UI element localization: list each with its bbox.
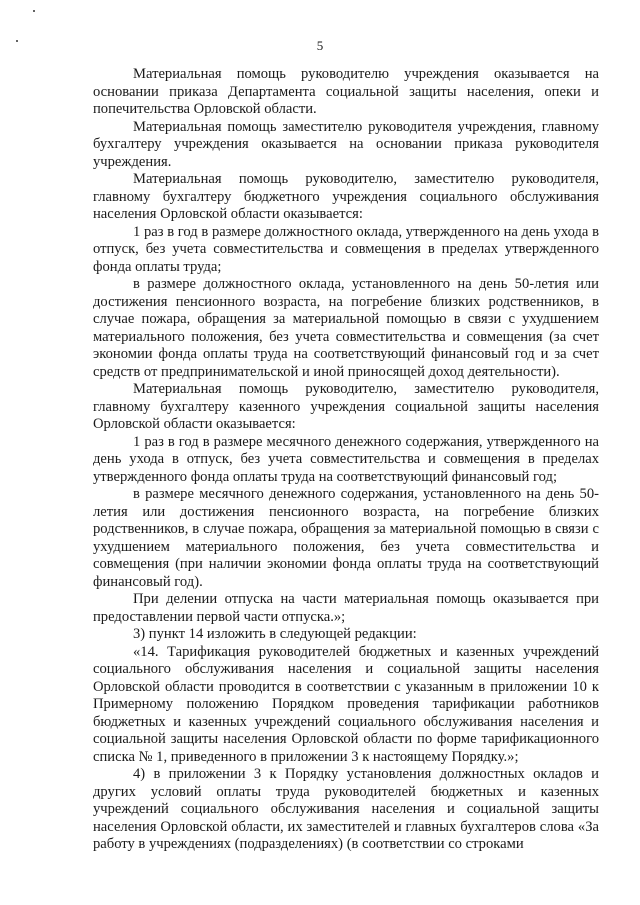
document-body bbox=[93, 66, 599, 854]
page-number: 5 bbox=[316, 38, 324, 53]
paragraph: 1 раз в год в размере должностного оклада, утвержденного на день ухода в отпуск, без учета совместительства и совмещения в пределах утвержденного фонда оплаты труда; bbox=[93, 223, 599, 275]
paragraph: Материальная помощь заместителю руководителя учреждения, главному бухгалтеру учреждения оказывается на основании приказа руководителя учреждения. bbox=[93, 118, 599, 170]
scan-speck bbox=[33, 10, 35, 12]
paragraph: При делении отпуска на части материальная помощь оказывается при предоставлении первой части отпуска.»; bbox=[93, 591, 599, 625]
paragraph: «14. Тарификация руководителей бюджетных и казенных учреждений социального обслуживания населения и социальной защиты населения Орловской области проводится в соответствии с указанным в приложении 10 к Примерному положению Порядком проведения тарификации работников бюджетных и казенных учреждений социального обслуживания населения и социальной защиты населения Орловской области по форме тарификационного списка № 1, приведенного в приложении 3 к настоящему Порядку.»; bbox=[93, 643, 599, 765]
paragraph: Материальная помощь руководителю учреждения оказывается на основании приказа Департамента социальной защиты населения, опеки и попечительства Орловской области. bbox=[93, 66, 599, 117]
paragraph: в размере должностного оклада, установленного на день 50-летия или достижения пенсионного возраста, на погребение близких родственников, в случае пожара, обращения за материальной помощью в связи с ухудшением материального положения, без учета совместительства и совмещения (за счет экономии фонда оплаты труда на соответствующий финансовый год и за счет средств от предпринимательской и иной приносящей доход деятельности). bbox=[93, 276, 599, 380]
paragraph: Материальная помощь руководителю, заместителю руководителя, главному бухгалтеру казенного учреждения социальной защиты населения Орловской области оказывается: bbox=[93, 381, 599, 432]
paragraph: 3) пункт 14 изложить в следующей редакции: bbox=[133, 626, 417, 642]
paragraph: 4) в приложении 3 к Порядку установления должностных окладов и других условий оплаты труда руководителей бюджетных и казенных учреждений социального обслуживания населения и социальной защиты населения Орловской области, их заместителей и главных бухгалтеров слова «За работу в учреждениях (подразделениях) (в соответствии со строками bbox=[93, 766, 599, 852]
paragraph: Материальная помощь руководителю, заместителю руководителя, главному бухгалтеру бюджетного учреждения социального обслуживания населения Орловской области оказывается: bbox=[93, 171, 599, 222]
paragraph: 1 раз в год в размере месячного денежного содержания, утвержденного на день ухода в отпуск, без учета совместительства и совмещения в пределах утвержденного фонда оплаты труда на соответствующий финансовый год; bbox=[93, 433, 599, 485]
paragraph: в размере месячного денежного содержания, установленного на день 50-летия или достижения пенсионного возраста, на погребение близких родственников, в случае пожара, обращения за материальной помощью в связи с ухудшением материального положения, без учета совместительства и совмещения (при наличии экономии фонда оплаты труда на соответствующий финансовый год). bbox=[93, 486, 599, 590]
